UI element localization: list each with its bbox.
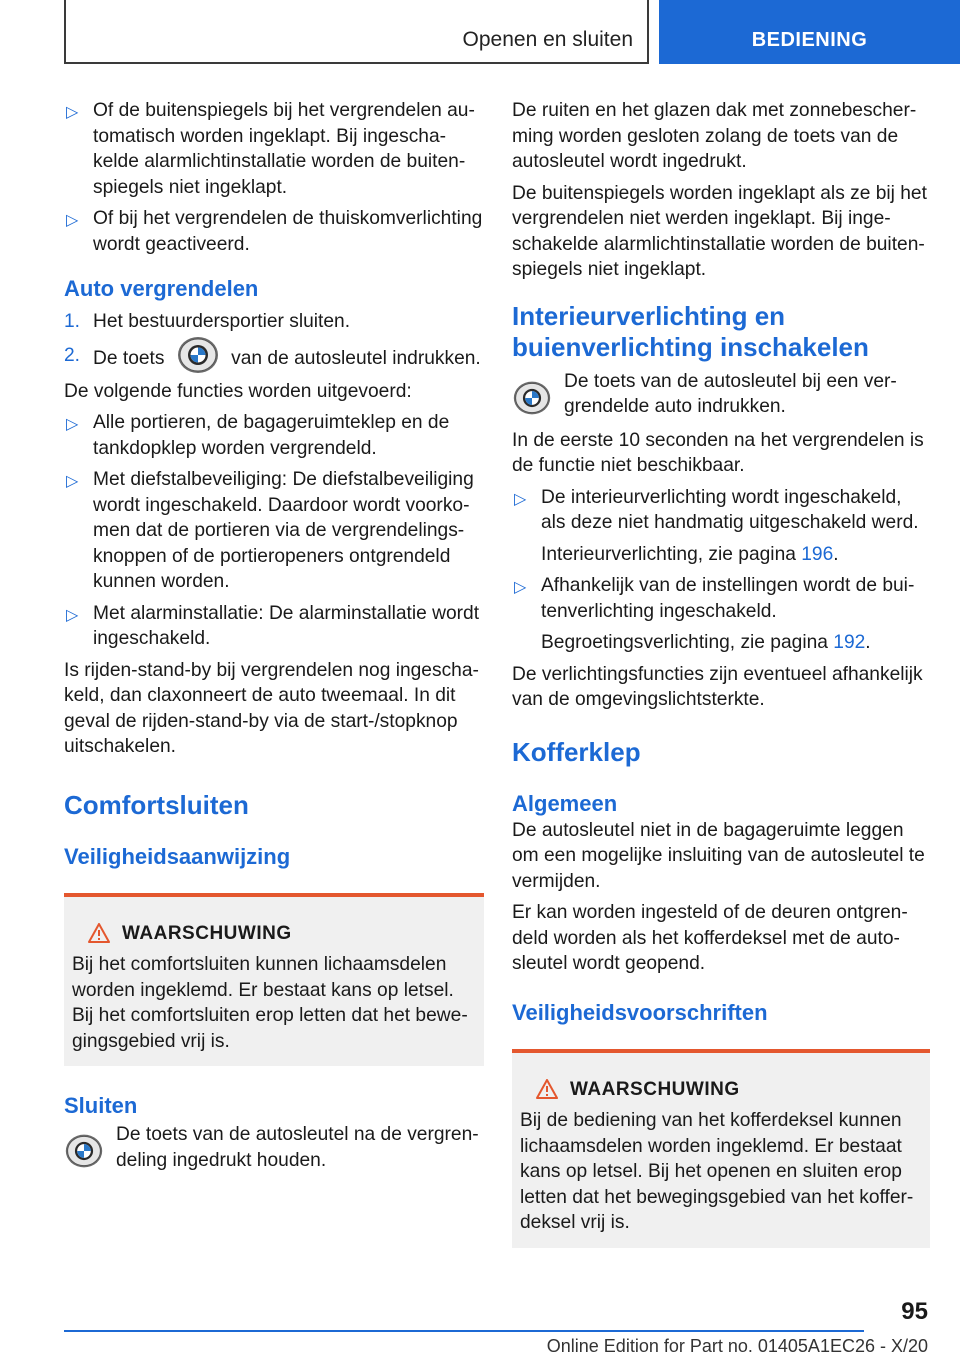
list-item: ▷ Afhankelijk van de instellingen wordt de buitenverlichting ingeschakeld. <box>514 575 915 622</box>
triangle-bullet-icon: ▷ <box>514 490 527 508</box>
page-reference: Interieurverlichting, zie pagina 196. <box>541 543 839 565</box>
section-title: Openen en sluiten <box>462 28 633 51</box>
heading-veiligheidsaanwijzing: Veiligheidsaanwijzing <box>64 843 291 869</box>
algemeen-text-2: Er kan worden ingesteld of de deuren ontgrendeld worden als het kofferdeksel met de autosleutel wordt geopend. <box>512 902 908 974</box>
first-seconds-text: In de eerste 10 seconden na het vergrendelen is de functie niet beschikbaar. <box>512 429 924 476</box>
left-column <box>64 98 484 1179</box>
list-item: ▷ Met alarminstallatie: De alarminstallatie wordt ingeschakeld. <box>66 602 480 649</box>
heading-algemeen: Algemeen <box>512 790 618 816</box>
interior-key-row: De toets van de autosleutel bij een vergrendelde auto indrukken. <box>512 369 930 420</box>
warning-box <box>64 893 484 1067</box>
section-tab <box>64 0 649 64</box>
list-item: ▷ Of bij het vergrendelen de thuiskomverlichting wordt geactiveerd. <box>66 208 483 255</box>
warning-text: Bij het comfortsluiten kunnen lichaamsdelen worden ingeklemd. Er bestaat kans op letsel. Bij het comfortsluiten erop letten dat het bewegingsgebied vrij is. <box>72 954 468 1052</box>
page-header <box>0 0 960 66</box>
footer-divider <box>64 1330 864 1332</box>
warning-title: WAARSCHUWING <box>570 1078 740 1100</box>
warning-box <box>512 1049 930 1248</box>
triangle-bullet-icon: ▷ <box>66 212 79 229</box>
heading-kofferklep: Kofferklep <box>512 736 641 767</box>
windows-text: De ruiten en het glazen dak met zonnebescherming worden gesloten zolang de toets van de autosleutel wordt ingedrukt. <box>512 100 917 172</box>
warning-text: Bij de bediening van het kofferdeksel kunnen lichaamsdelen worden ingeklemd. Er bestaat kans op letsel. Bij het openen en sluiten erop letten dat het bewegingsgebied van het kofferdeksel vrij is. <box>520 1110 914 1233</box>
light-functions-text: De verlichtingsfuncties zijn eventueel afhankelijk van de omgevingslichtsterkte. <box>512 663 923 710</box>
heading-comfortsluiten: Comfortsluiten <box>64 789 249 820</box>
bmw-key-icon <box>64 1132 104 1170</box>
list-item: ▷ De interieurverlichting wordt ingeschakeld, als deze niet handmatig uitgeschakeld werd. <box>514 486 919 533</box>
bmw-key-icon <box>176 335 220 375</box>
list-item: ▷ Met diefstalbeveiliging: De diefstalbeveiliging wordt ingeschakeld. Daardoor wordt voorkomen dat de portieren via de vergrendelingsknoppen of de portieropeners ontgrendeld kunnen worden. <box>66 469 474 592</box>
footer-edition: Online Edition for Part no. 01405A1EC26 - X/20 <box>546 1336 928 1356</box>
warning-triangle-icon <box>88 923 110 943</box>
list-item: ▷ Of de buitenspiegels bij het vergrendelen automatisch worden ingeklapt. Bij ingeschakelde alarmlichtinstallatie worden de buitenspiegels niet ingeklapt. <box>66 100 475 198</box>
standby-note: Is rijden-stand-by bij vergrendelen nog ingeschakeld, dan claxonneert de auto tweemaal. In dit geval de rijden-stand-by via de start-/stopknop uitschakelen. <box>64 659 479 757</box>
step-item: 2. De toets van de autosleutel indrukken. <box>64 343 484 375</box>
algemeen-text-1: De autosleutel niet in de bagageruimte leggen om een mogelijke insluiting van de autosleutel te vermijden. <box>512 819 925 892</box>
list-item: ▷ Alle portieren, de bagageruimteklep en de tankdopklep worden vergrendeld. <box>66 412 450 459</box>
triangle-bullet-icon: ▷ <box>66 606 79 624</box>
sluiten-row: De toets van de autosleutel na de vergrendeling ingedrukt houden. <box>64 1122 484 1173</box>
triangle-bullet-icon: ▷ <box>514 579 527 596</box>
heading-auto-vergrendelen: Auto vergrendelen <box>64 276 259 301</box>
right-column <box>512 98 930 1248</box>
heading-interieurverlichting: Interieurverlichting en buienverlichting inschakelen <box>512 300 869 362</box>
triangle-bullet-icon: ▷ <box>66 473 79 490</box>
functions-intro: De volgende functies worden uitgevoerd: <box>64 380 412 402</box>
page-link[interactable]: 192 <box>833 632 866 653</box>
warning-triangle-icon <box>536 1079 558 1099</box>
chapter-title: BEDIENING <box>751 29 868 51</box>
page-reference: Begroetingsverlichting, zie pagina 192. <box>541 632 871 653</box>
triangle-bullet-icon: ▷ <box>66 416 79 433</box>
heading-sluiten: Sluiten <box>64 1093 138 1118</box>
bmw-key-icon <box>512 379 552 417</box>
warning-title: WAARSCHUWING <box>122 922 292 944</box>
triangle-bullet-icon: ▷ <box>66 104 79 121</box>
step-item: 1. Het bestuurdersportier sluiten. <box>64 311 351 332</box>
page-link[interactable]: 196 <box>801 543 834 565</box>
page-number: 95 <box>901 1298 928 1325</box>
mirrors-text: De buitenspiegels worden ingeklapt als ze bij het vergrendelen niet werden ingeklapt. Bij ingeschakelde alarmlichtinstallatie worden de buitenspiegels niet ingeklapt. <box>512 182 927 280</box>
chapter-tab <box>659 0 960 64</box>
heading-veiligheidsvoorschriften: Veiligheidsvoorschriften <box>512 999 768 1025</box>
